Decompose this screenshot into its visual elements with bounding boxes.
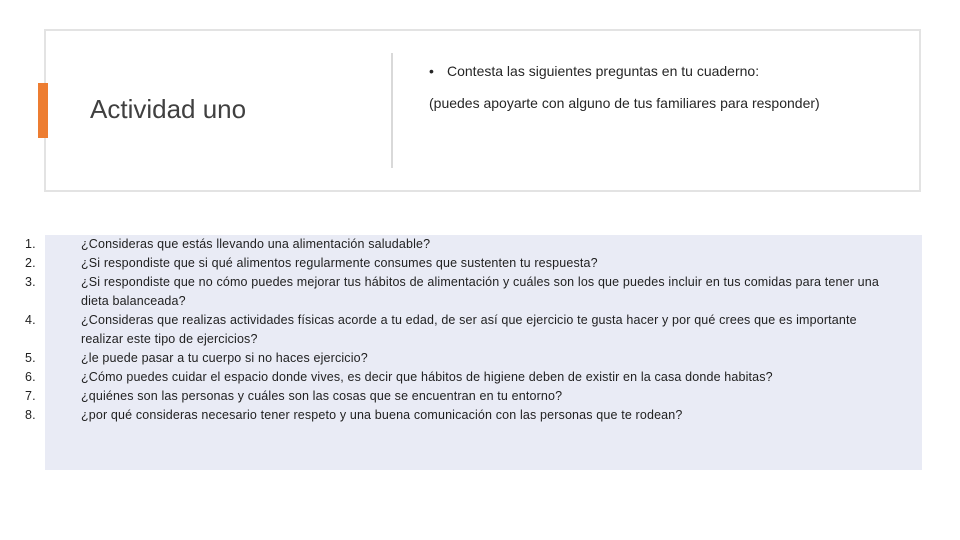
question-text: ¿Consideras que estás llevando una alimentación saludable?: [81, 237, 431, 251]
instruction-subnote: (puedes apoyarte con alguno de tus familiares para responder): [429, 95, 820, 111]
question-text: ¿Consideras que realizas actividades físicas acorde a tu edad, de ser así que ejercicio te gusta hacer y por qué crees que es importante realizar este tipo de ejercicios?: [81, 313, 857, 346]
questions-list: [0, 235, 900, 425]
vertical-divider: [391, 53, 393, 168]
question-text: ¿quiénes son las personas y cuáles son las cosas que se encuentran en tu entorno?: [81, 389, 563, 403]
question-number: 7.: [25, 389, 36, 403]
question-item: [0, 349, 900, 368]
question-number: 4.: [25, 313, 36, 327]
question-text: ¿por qué consideras necesario tener respeto y una buena comunicación con las personas que te rodean?: [81, 408, 683, 422]
instruction-line: [429, 63, 759, 79]
question-number: 8.: [25, 408, 36, 422]
question-text: ¿Si respondiste que si qué alimentos regularmente consumes que sustenten tu respuesta?: [81, 256, 598, 270]
question-number: 2.: [25, 256, 36, 270]
question-item: [0, 387, 900, 406]
question-item: [0, 311, 900, 349]
question-number: 3.: [25, 275, 36, 289]
bullet-icon: •: [429, 63, 434, 79]
question-item: [0, 235, 900, 254]
question-text: ¿le puede pasar a tu cuerpo si no haces ejercicio?: [81, 351, 368, 365]
question-text: ¿Cómo puedes cuidar el espacio donde vives, es decir que hábitos de higiene deben de existir en la casa donde habitas?: [81, 370, 773, 384]
question-number: 5.: [25, 351, 36, 365]
question-item: [0, 273, 900, 311]
question-number: 6.: [25, 370, 36, 384]
question-number: 1.: [25, 237, 36, 251]
instruction-text: Contesta las siguientes preguntas en tu cuaderno:: [447, 63, 760, 79]
question-item: [0, 406, 900, 425]
question-item: [0, 254, 900, 273]
question-text: ¿Si respondiste que no cómo puedes mejorar tus hábitos de alimentación y cuáles son los que puedes incluir en tus comidas para tener una dieta balanceada?: [81, 275, 879, 308]
slide-title: Actividad uno: [90, 94, 247, 124]
accent-bar: [38, 83, 48, 138]
question-item: [0, 368, 900, 387]
